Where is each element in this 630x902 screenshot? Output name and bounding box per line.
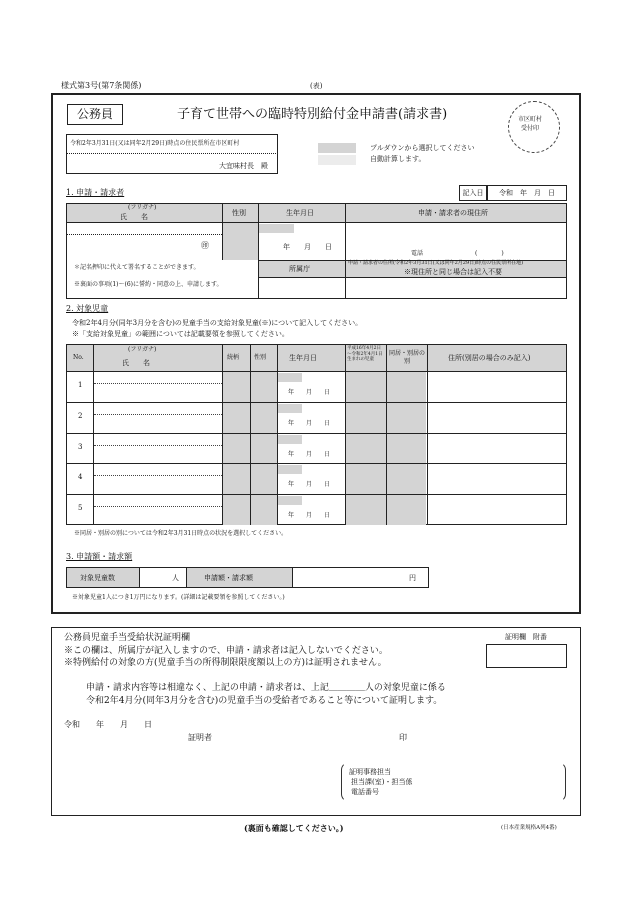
consent-note: ※裏面の事項(1)～(6)に誓約・同意の上、申請します。 <box>74 281 223 288</box>
section3-heading: 3. 申請額・請求額 <box>66 552 133 561</box>
col-dob: 生年月日 <box>289 354 317 362</box>
form-number: 様式第3号(第7条関係) <box>61 81 142 90</box>
office-line2: 担当課(室)・担当係 <box>351 778 413 786</box>
addressee: 大宜味村長 殿 <box>219 162 268 170</box>
municipality-label: 令和2年3月31日(又は同年2月29日)時点の住民票所在市区町村 <box>70 140 240 147</box>
amount-label: 申請額・請求額 <box>204 574 253 582</box>
child-row-number: 2 <box>78 412 83 420</box>
certificate-number-label: 証明欄 附番 <box>505 633 547 641</box>
address-label: 申請・請求者の現住所 <box>418 209 488 217</box>
living-status-note: ※同居・別居の別については令和2年3月31日時点の状況を選択してください。 <box>74 530 288 537</box>
col-furigana: (フリガナ) <box>128 346 157 353</box>
name-label: 氏 名 <box>120 213 148 221</box>
child-dob-value: 年 月 日 <box>288 481 331 488</box>
seal-line1: 市区町村 <box>518 116 543 123</box>
col-born-range: 平成16年4月2日～令和2年4月1日生まれの児童 <box>347 346 383 363</box>
phone-parens: ( ) <box>475 250 504 257</box>
page-title: 子育て世帯への臨時特別給付金申請書(請求書) <box>177 107 448 122</box>
col-living: 同居・別居の別 <box>388 350 425 365</box>
legend-autocalc: 自動計算します。 <box>370 155 426 163</box>
alt-address-note: 申請・請求者の住所(令和2年3月31日(又は同年2月29日)時点の住民票所在地) <box>348 260 524 266</box>
children-intro: 令和2年4月分(同年3月分を含む)の児童手当の支給対象児童(※)について記入してください。 <box>72 319 363 327</box>
section2-heading: 2. 対象児童 <box>66 304 109 313</box>
amount-unit: 円 <box>409 574 416 582</box>
child-row-number: 1 <box>78 381 83 389</box>
office-line3: 電話番号 <box>351 788 379 796</box>
child-row-number: 5 <box>78 504 83 512</box>
child-count-unit: 人 <box>172 574 179 582</box>
pulldown-legend-swatch <box>318 143 356 153</box>
footer-paper-size: (日本産業規格A列4番) <box>501 825 557 831</box>
child-dob-era-pulldown[interactable] <box>278 465 302 474</box>
child-row-number: 3 <box>78 443 83 451</box>
col-name: 氏 名 <box>122 359 150 367</box>
certification-body2: 令和2年4月分(同年3月分を含む)の児童手当の受給者であること等について証明します。 <box>86 696 443 706</box>
col-address: 住所(別居の場合のみ記入) <box>448 354 531 362</box>
children-scope-note: ※「支給対象児童」の範囲については記載要領を参照してください。 <box>72 330 289 338</box>
signature-note: ＊記名押印に代えて署名することができます。 <box>74 264 200 271</box>
child-dob-value: 年 月 日 <box>288 512 331 519</box>
legend-pulldown: プルダウンから選択してください <box>370 144 475 152</box>
gender-label: 性別 <box>232 209 246 217</box>
dob-value: 年 月 日 <box>283 243 332 251</box>
category-box: 公務員 <box>67 104 123 125</box>
certification-date: 令和 年 月 日 <box>64 720 152 729</box>
child-dob-value: 年 月 日 <box>288 451 331 458</box>
phone-label: 電話 <box>411 250 424 257</box>
office-line1: 証明事務担当 <box>349 768 391 776</box>
footer-reverse-note: (裏面も確認してください。) <box>244 823 344 833</box>
certifier-label: 証明者 <box>188 733 212 742</box>
col-gender: 性別 <box>254 354 267 361</box>
dob-era-pulldown[interactable] <box>258 224 294 233</box>
auto-calc-legend-swatch <box>318 155 356 165</box>
child-dob-era-pulldown[interactable] <box>278 373 302 382</box>
same-address-note: ※現住所と同じ場合は記入不要 <box>404 268 502 276</box>
certificate-number-field[interactable] <box>486 644 567 668</box>
child-dob-value: 年 月 日 <box>288 389 331 396</box>
certification-body1: 申請・請求内容等は相違なく、上記の申請・請求者は、上記＿＿＿＿人の対象児童に係る <box>86 683 446 693</box>
child-dob-era-pulldown[interactable] <box>278 404 302 413</box>
certification-note1: ※この欄は、所属庁が記入しますので、申請・請求者は記入しないでください。 <box>64 646 388 656</box>
child-count-label: 対象児童数 <box>80 574 115 582</box>
certification-note2: ※特例給付の対象の方(児童手当の所得制限限度額以上の方)は証明されません。 <box>64 658 387 668</box>
amount-note: ※対象児童1人につき1万円になります。(詳細は記載要領を参照してください。) <box>72 594 285 601</box>
col-relation: 続柄 <box>227 354 240 361</box>
seal-line2: 受付印 <box>521 125 540 132</box>
certification-heading: 公務員児童手当受給状況証明欄 <box>64 633 191 643</box>
entry-date-label: 記入日 <box>459 185 487 201</box>
dob-label: 生年月日 <box>286 209 314 217</box>
side-mark: (表) <box>310 82 323 90</box>
entry-date-field[interactable]: 令和 年 月 日 <box>487 185 567 201</box>
child-row-number: 4 <box>78 473 83 481</box>
seal-mark: ㊞ <box>201 241 209 250</box>
child-dob-era-pulldown[interactable] <box>278 435 302 444</box>
child-dob-era-pulldown[interactable] <box>278 496 302 505</box>
affiliation-label: 所属庁 <box>289 265 310 273</box>
certifier-seal: 印 <box>399 733 407 742</box>
col-no: No. <box>73 354 84 361</box>
furigana-label: (フリガナ) <box>128 204 157 211</box>
child-dob-value: 年 月 日 <box>288 420 331 427</box>
section1-heading: 1. 申請・請求者 <box>66 188 125 197</box>
